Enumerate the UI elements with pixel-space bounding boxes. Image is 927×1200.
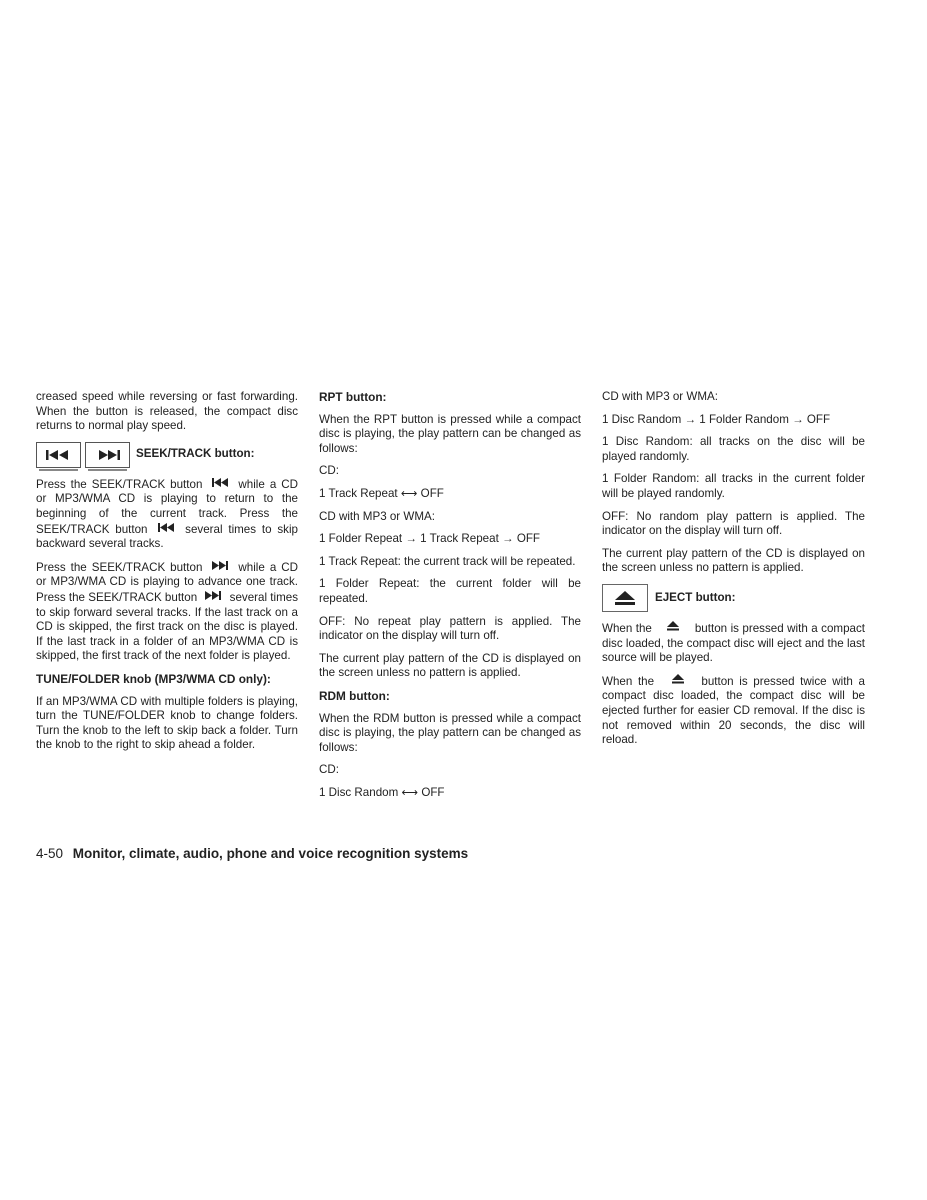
seek-back-text-b: while a CD or MP3/WMA CD is playing to return to the beginning of the current track. Press the SEEK/TRACK button — [36, 477, 298, 536]
eject-icon — [660, 674, 696, 689]
seek-forward-text-a: Press the SEEK/TRACK button — [36, 560, 203, 574]
rdm-intro: When the RDM button is pressed while a compact disc is playing, the play pattern can be changed as follows: — [319, 711, 581, 754]
seek-track-heading-row — [36, 442, 298, 468]
eject-text-1b: button is pressed with a compact disc loaded, the compact disc will eject and the last source will be played. — [602, 621, 865, 665]
rdm-heading: RDM button: — [319, 688, 390, 703]
seek-back-text-c: several times to skip backward several tracks. — [36, 522, 298, 551]
eject-text-2b: button is pressed twice with a compact disc loaded, the compact disc will be ejected further for easier CD removal. If the disc is not removed within 20 seconds, the disc will reload. — [602, 674, 865, 747]
seek-forward-button-graphic — [85, 442, 130, 468]
rpt-mp3-label: CD with MP3 or WMA: — [319, 509, 435, 523]
rpt-cd-sequence: 1 Track Repeat ⟷ OFF — [319, 486, 444, 500]
rdm-mp3-sequence: 1 Disc Random → 1 Folder Random → OFF — [602, 412, 831, 426]
rpt-mp3-sequence: 1 Folder Repeat → 1 Track Repeat → OFF — [319, 532, 541, 546]
eject-heading-row — [602, 584, 865, 612]
seek-forward-paragraph — [36, 560, 298, 664]
seek-back-button-graphic — [36, 442, 81, 468]
rdm-mp3-label: CD with MP3 or WMA: — [602, 390, 718, 403]
tune-folder-paragraph: If an MP3/WMA CD with multiple folders is playing, turn the TUNE/FOLDER knob to change folders. Turn the knob to the left to skip back a folder. Turn the knob to the right to skip ahead a folder. — [36, 694, 298, 752]
disc-random-desc: 1 Disc Random: all tracks on the disc will be played randomly. — [602, 435, 865, 463]
rpt-heading: RPT button: — [319, 390, 387, 404]
eject-icon — [614, 590, 636, 606]
rdm-cd-sequence: 1 Disc Random ⟷ OFF — [319, 785, 445, 799]
column-1 — [36, 390, 298, 761]
page-number: 4-50 — [36, 846, 64, 861]
eject-paragraph-1 — [602, 621, 865, 666]
current-pattern-note: The current play pattern of the CD is displayed on the screen unless no pattern is applied. — [602, 546, 865, 575]
skip-previous-icon — [44, 449, 74, 461]
column-3 — [602, 390, 865, 756]
eject-heading: EJECT button: — [655, 590, 736, 604]
off-random-desc: OFF: No random play pattern is applied. The indicator on the display will turn off. — [602, 509, 865, 538]
folder-repeat-desc: 1 Folder Repeat: the current folder will be repeated. — [319, 577, 581, 605]
skip-next-icon — [200, 590, 226, 605]
skip-next-icon — [207, 560, 233, 575]
skip-next-icon — [93, 449, 123, 461]
tune-folder-heading: TUNE/FOLDER knob (MP3/WMA CD only): — [36, 671, 271, 686]
off-repeat-desc: OFF: No repeat play pattern is applied. The indicator on the display will turn off. — [319, 614, 581, 643]
eject-button-graphic — [602, 584, 648, 612]
seek-back-text-a: Press the SEEK/TRACK button — [36, 477, 203, 491]
current-pattern-note: The current play pattern of the CD is displayed on the screen unless no pattern is applied. — [319, 651, 581, 680]
section-title: Monitor, climate, audio, phone and voice recognition systems — [72, 846, 469, 861]
track-repeat-desc: 1 Track Repeat: the current track will be repeated. — [319, 554, 576, 568]
column-2 — [319, 390, 581, 808]
rpt-cd-label: CD: — [319, 464, 339, 478]
seek-forward-text-b: while a CD or MP3/WMA CD is playing to advance one track. Press the SEEK/TRACK button — [36, 560, 298, 604]
seek-forward-text-c: several times to skip forward several tracks. If the last track on a CD is skipped, the first track on the disc is played. If the last track in a folder of an MP3/WMA CD is skipped, the first track of the next folder is played. — [36, 590, 298, 663]
page-footer — [36, 846, 468, 861]
intro-paragraph: creased speed while reversing or fast forwarding. When the button is released, the compact disc returns to normal play speed. — [36, 390, 298, 433]
skip-previous-icon — [153, 522, 179, 537]
seek-track-heading: SEEK/TRACK button: — [136, 447, 255, 461]
skip-previous-icon — [207, 477, 233, 492]
eject-icon — [655, 621, 691, 636]
rdm-cd-label: CD: — [319, 763, 339, 777]
folder-random-desc: 1 Folder Random: all tracks in the current folder will be played randomly. — [602, 472, 865, 500]
eject-text-2a: When the — [602, 674, 655, 688]
seek-back-paragraph — [36, 477, 298, 552]
eject-text-1a: When the — [602, 621, 652, 635]
rpt-intro: When the RPT button is pressed while a compact disc is playing, the play pattern can be changed as follows: — [319, 412, 581, 455]
eject-paragraph-2 — [602, 674, 865, 748]
